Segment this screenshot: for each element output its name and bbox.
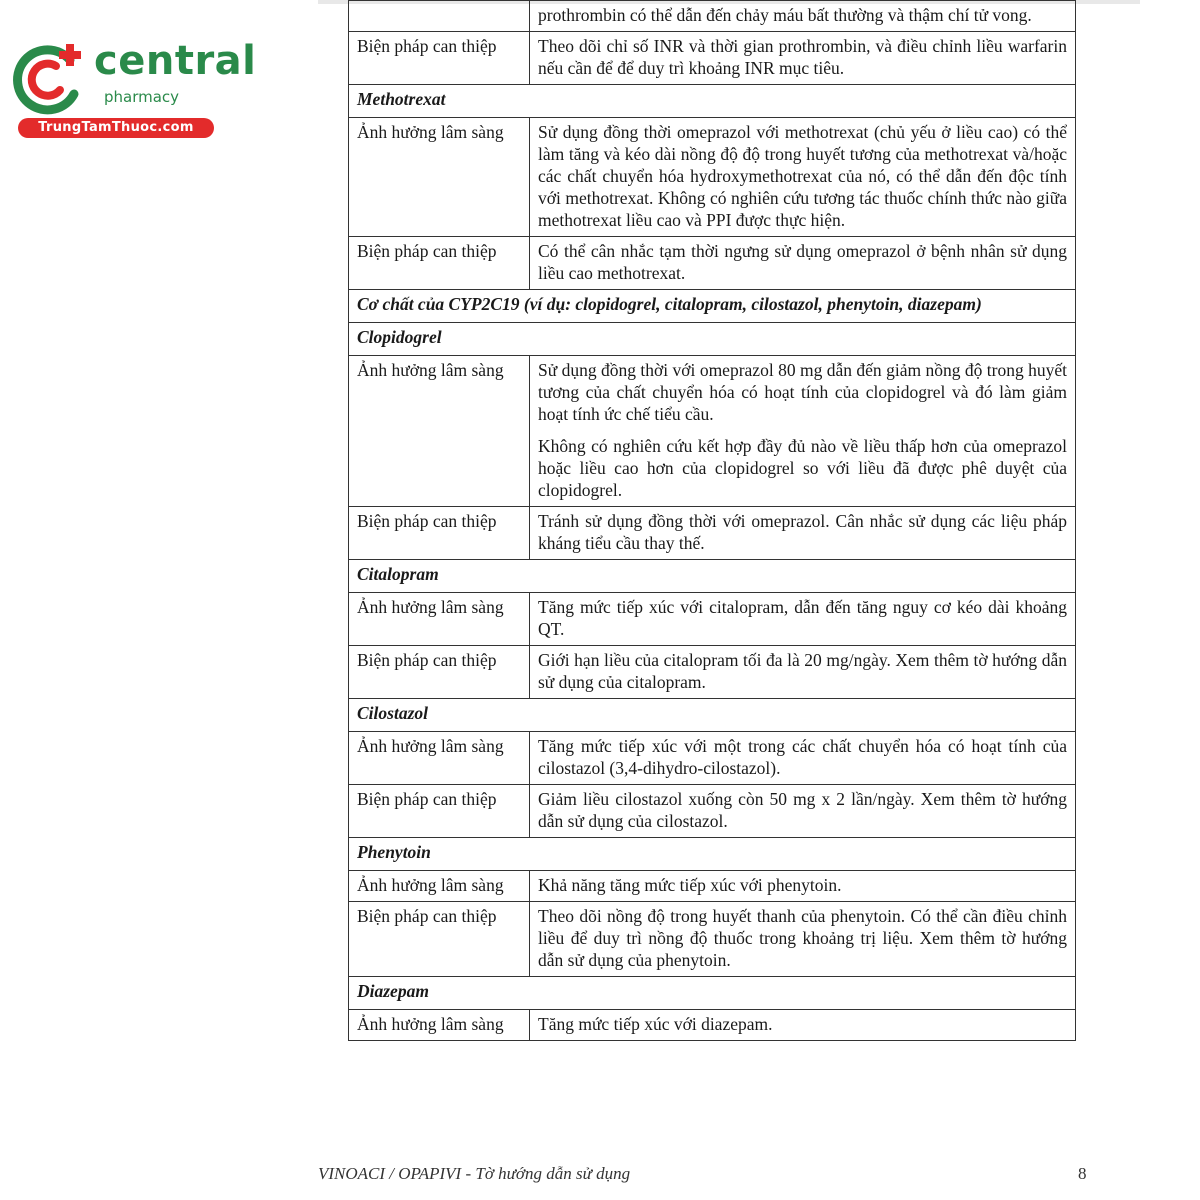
section-row [349,977,1076,1010]
paragraph: Khả năng tăng mức tiếp xúc với phenytoin. [538,875,842,895]
table-row [349,732,1076,785]
row-text [530,902,1076,977]
table-row [349,237,1076,290]
row-text [530,356,1076,507]
section-row [349,699,1076,732]
table-row [349,1010,1076,1041]
row-label: Ảnh hưởng lâm sàng [349,593,530,646]
row-text [530,118,1076,237]
row-text [530,593,1076,646]
paragraph: Giảm liều cilostazol xuống còn 50 mg x 2 lần/ngày. Xem thêm tờ hướng dẫn sử dụng của cilostazol. [538,789,1067,831]
brand-name: central [94,38,257,84]
row-label: Ảnh hưởng lâm sàng [349,732,530,785]
row-text [530,1,1076,32]
paragraph: Không có nghiên cứu kết hợp đầy đủ nào về liều thấp hơn của omeprazol hoặc liều cao hơn của clopidogrel so với liều đã được phê duyệt của clopidogrel. [538,436,1067,500]
brand-url: TrungTamThuoc.com [18,118,214,138]
brand-sub: pharmacy [104,88,180,106]
pharmacy-logo-icon [10,42,86,118]
table-row [349,507,1076,560]
row-label [349,1,530,32]
section-heading: Citalopram [349,560,1076,593]
table-row [349,32,1076,85]
section-heading: Diazepam [349,977,1076,1010]
paragraph: Tăng mức tiếp xúc với một trong các chất chuyển hóa có hoạt tính của cilostazol (3,4-dihydro-cilostazol). [538,736,1067,778]
section-row [349,323,1076,356]
section-heading: Phenytoin [349,838,1076,871]
paragraph: Theo dõi chỉ số INR và thời gian prothrombin, và điều chỉnh liều warfarin nếu cần để để duy trì khoảng INR mục tiêu. [538,36,1067,78]
row-label: Biện pháp can thiệp [349,902,530,977]
paragraph: Tăng mức tiếp xúc với diazepam. [538,1014,773,1034]
row-text [530,507,1076,560]
row-label: Biện pháp can thiệp [349,785,530,838]
paragraph: prothrombin có thể dẫn đến chảy máu bất thường và thậm chí tử vong. [538,5,1032,25]
paragraph: Theo dõi nồng độ trong huyết thanh của phenytoin. Có thể cần điều chỉnh liều để duy trì nồng độ thuốc trong khoảng trị liệu. Xem thêm tờ hướng dẫn sử dụng của phenytoin. [538,906,1067,970]
section-row [349,560,1076,593]
footer-title: VINOACI / OPAPIVI - Tờ hướng dẫn sử dụng [318,1164,631,1183]
row-label: Ảnh hưởng lâm sàng [349,118,530,237]
table-row [349,593,1076,646]
paragraph: Sử dụng đồng thời với omeprazol 80 mg dẫn đến giảm nồng độ trong huyết tương của chất chuyển hóa có hoạt tính của clopidogrel và đó làm giảm hoạt tính ức chế tiểu cầu. [538,360,1067,424]
row-text [530,237,1076,290]
section-row [349,290,1076,323]
table-row [349,646,1076,699]
paragraph: Tránh sử dụng đồng thời với omeprazol. Cân nhắc sử dụng các liệu pháp kháng tiểu cầu thay thế. [538,511,1067,553]
interaction-table [348,0,1076,1041]
row-text [530,32,1076,85]
paragraph: Có thể cân nhắc tạm thời ngưng sử dụng omeprazol ở bệnh nhân sử dụng liều cao methotrexat. [538,241,1067,283]
table-row [349,356,1076,507]
row-label: Biện pháp can thiệp [349,507,530,560]
table-row [349,785,1076,838]
group-heading: Cơ chất của CYP2C19 (ví dụ: clopidogrel, citalopram, cilostazol, phenytoin, diazepam) [349,290,1076,323]
row-label: Biện pháp can thiệp [349,32,530,85]
section-heading: Clopidogrel [349,323,1076,356]
table-row [349,902,1076,977]
row-label: Ảnh hưởng lâm sàng [349,356,530,507]
row-label: Ảnh hưởng lâm sàng [349,1010,530,1041]
row-text [530,732,1076,785]
row-label: Ảnh hưởng lâm sàng [349,871,530,902]
section-row [349,85,1076,118]
brand-logo [8,36,257,146]
section-row [349,838,1076,871]
page-number: 8 [1078,1164,1087,1183]
paragraph: Giới hạn liều của citalopram tối đa là 20 mg/ngày. Xem thêm tờ hướng dẫn sử dụng của citalopram. [538,650,1067,692]
paragraph: Tăng mức tiếp xúc với citalopram, dẫn đến tăng nguy cơ kéo dài khoảng QT. [538,597,1067,639]
table-row [349,118,1076,237]
paragraph: Sử dụng đồng thời omeprazol với methotrexat (chủ yếu ở liều cao) có thể làm tăng và kéo dài nồng độ độ trong huyết tương của methotrexat và/hoặc các chất chuyển hóa hydroxymethotrexat của nó, có thể dẫn đến độc tính với methotrexat. Không có nghiên cứu tương tác thuốc chính thức nào giữa methotrexat liều cao và PPI được thực hiện. [538,122,1067,230]
row-label: Biện pháp can thiệp [349,237,530,290]
table-row [349,871,1076,902]
table-row [349,1,1076,32]
row-text [530,785,1076,838]
row-text [530,1010,1076,1041]
section-heading: Cilostazol [349,699,1076,732]
row-text [530,871,1076,902]
row-text [530,646,1076,699]
section-heading: Methotrexat [349,85,1076,118]
row-label: Biện pháp can thiệp [349,646,530,699]
